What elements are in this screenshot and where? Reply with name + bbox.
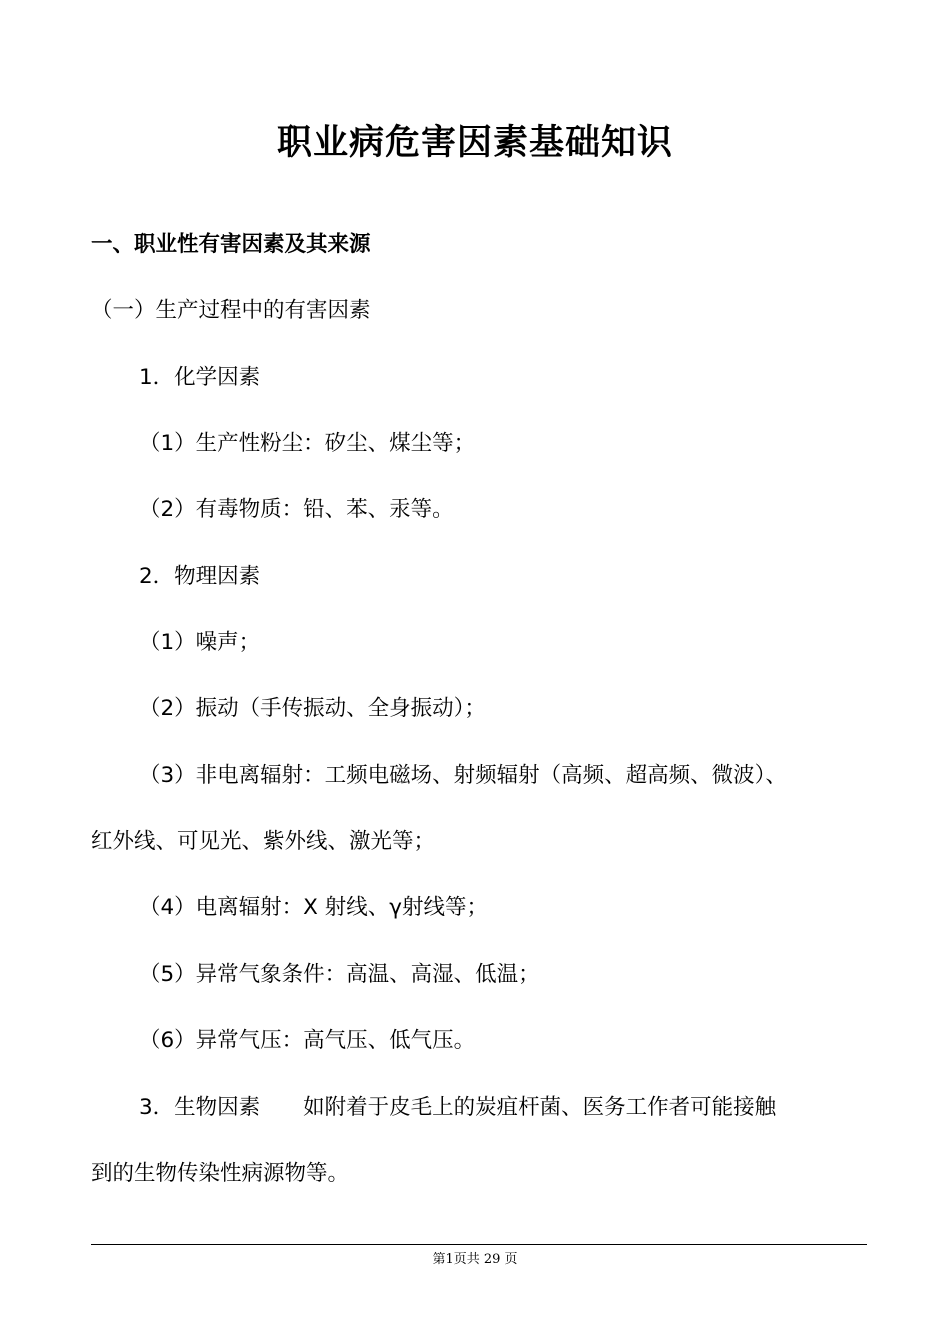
physical-item-nonionizing-radiation-continued: 红外线、可见光、紫外线、激光等； <box>91 829 436 854</box>
item-heading-physical: 2．物理因素 <box>139 564 261 589</box>
physical-item-abnormal-weather: （5）异常气象条件：高温、高湿、低温； <box>139 962 540 987</box>
item-heading-biological: 3．生物因素 如附着于皮毛上的炭疽杆菌、医务工作者可能接触 <box>139 1095 777 1120</box>
footer-divider <box>91 1244 867 1245</box>
chemical-item-toxic: （2）有毒物质：铅、苯、汞等。 <box>139 497 454 522</box>
physical-item-vibration: （2）振动（手传振动、全身振动）； <box>139 696 486 721</box>
physical-item-nonionizing-radiation: （3）非电离辐射：工频电磁场、射频辐射（高频、超高频、微波）、 <box>139 763 787 788</box>
item-heading-chemical: 1．化学因素 <box>139 365 261 390</box>
physical-item-abnormal-pressure: （6）异常气压：高气压、低气压。 <box>139 1028 476 1053</box>
section-heading-occupational-hazards: 一、职业性有害因素及其来源 <box>91 232 371 257</box>
page-number: 第1页共 29 页 <box>432 1252 518 1267</box>
biological-item-continued: 到的生物传染性病源物等。 <box>91 1161 350 1186</box>
document-title: 职业病危害因素基础知识 <box>276 123 673 163</box>
subsection-heading-production-process: （一）生产过程中的有害因素 <box>91 298 371 323</box>
chemical-item-dust: （1）生产性粉尘：矽尘、煤尘等； <box>139 431 476 456</box>
physical-item-ionizing-radiation: （4）电离辐射：X 射线、γ射线等； <box>139 895 488 920</box>
physical-item-noise: （1）噪声； <box>139 630 261 655</box>
